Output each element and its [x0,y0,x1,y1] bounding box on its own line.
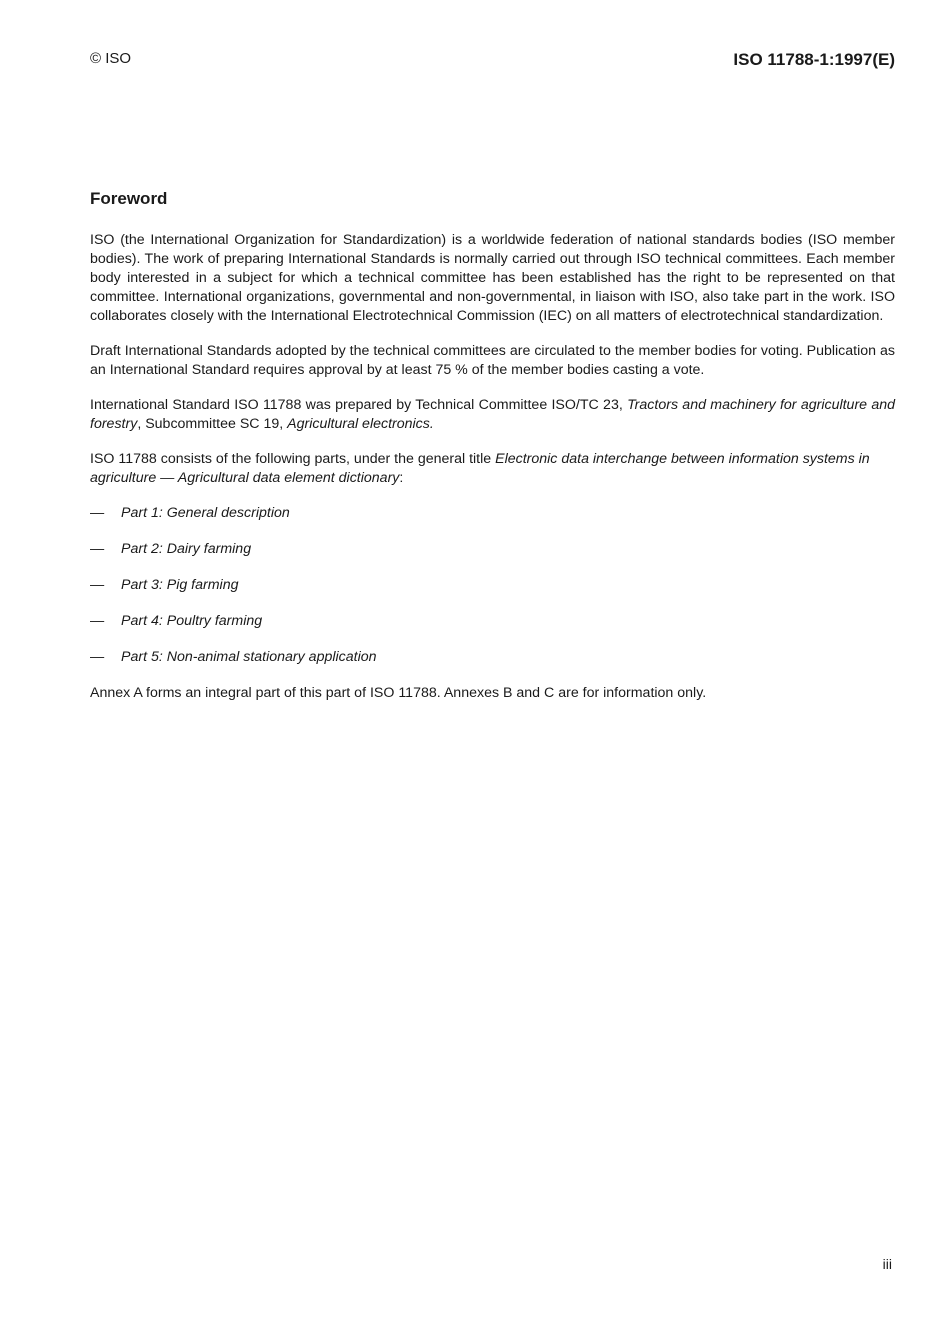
part-title: Part 2: Dairy farming [121,541,252,557]
paragraph-preparation [90,396,895,434]
parts-intro-text: ISO 11788 consists of the following parts, under the general title [90,451,496,467]
list-item [90,576,895,595]
page-number: iii [882,1256,892,1272]
copyright-label: © ISO [90,50,132,67]
paragraph-iso-intro: ISO (the International Organization for Standardization) is a worldwide federation of national standards bodies (ISO member bodies). The work of preparing International Standards is normally carried out through ISO technical committees. Each member body interested in a subject for which a technical committee has been established has the right to be represented on that committee. International organizations, governmental and non-governmental, in liaison with ISO, also take part in the work. ISO collaborates closely with the International Electrotechnical Commission (IEC) on all matters of electrotechnical standardization. [90,232,895,324]
list-item [90,612,895,631]
preparation-text-1: International Standard ISO 11788 was prepared by Technical Committee ISO/TC 23, [90,397,628,413]
parts-intro-colon: : [399,470,404,486]
part-title: Part 4: Poultry farming [121,613,263,629]
list-dash: — [90,649,105,665]
part-title: Part 1: General description [121,505,290,521]
document-number: ISO 11788-1:1997(E) [733,50,895,69]
part-title: Part 3: Pig farming [121,577,239,593]
section-title: Foreword [90,189,168,208]
paragraph-annexes: Annex A forms an integral part of this part of ISO 11788. Annexes B and C are for information only. [90,685,707,701]
list-dash: — [90,541,105,557]
paragraph-parts-intro [90,450,895,488]
parts-list [90,504,895,667]
committee-title: Tractors and machinery for agriculture and forestry [90,397,896,432]
subcommittee-title: Agricultural electronics. [287,416,434,432]
paragraph-draft-standards: Draft International Standards adopted by the technical committees are circulated to the member bodies for voting. Publication as an International Standard requires approval by at least 75 % of the member bodies casting a vote. [90,343,895,378]
preparation-text-2: , Subcommittee SC 19, [137,416,288,432]
list-dash: — [90,613,105,629]
list-item [90,648,895,667]
general-title: Electronic data interchange between information systems in agriculture — Agricultural data element dictionary [90,451,870,486]
foreword-body [90,231,895,719]
list-dash: — [90,577,105,593]
list-item [90,540,895,559]
list-item [90,504,895,523]
part-title: Part 5: Non-animal stationary application [121,649,377,665]
list-dash: — [90,505,105,521]
